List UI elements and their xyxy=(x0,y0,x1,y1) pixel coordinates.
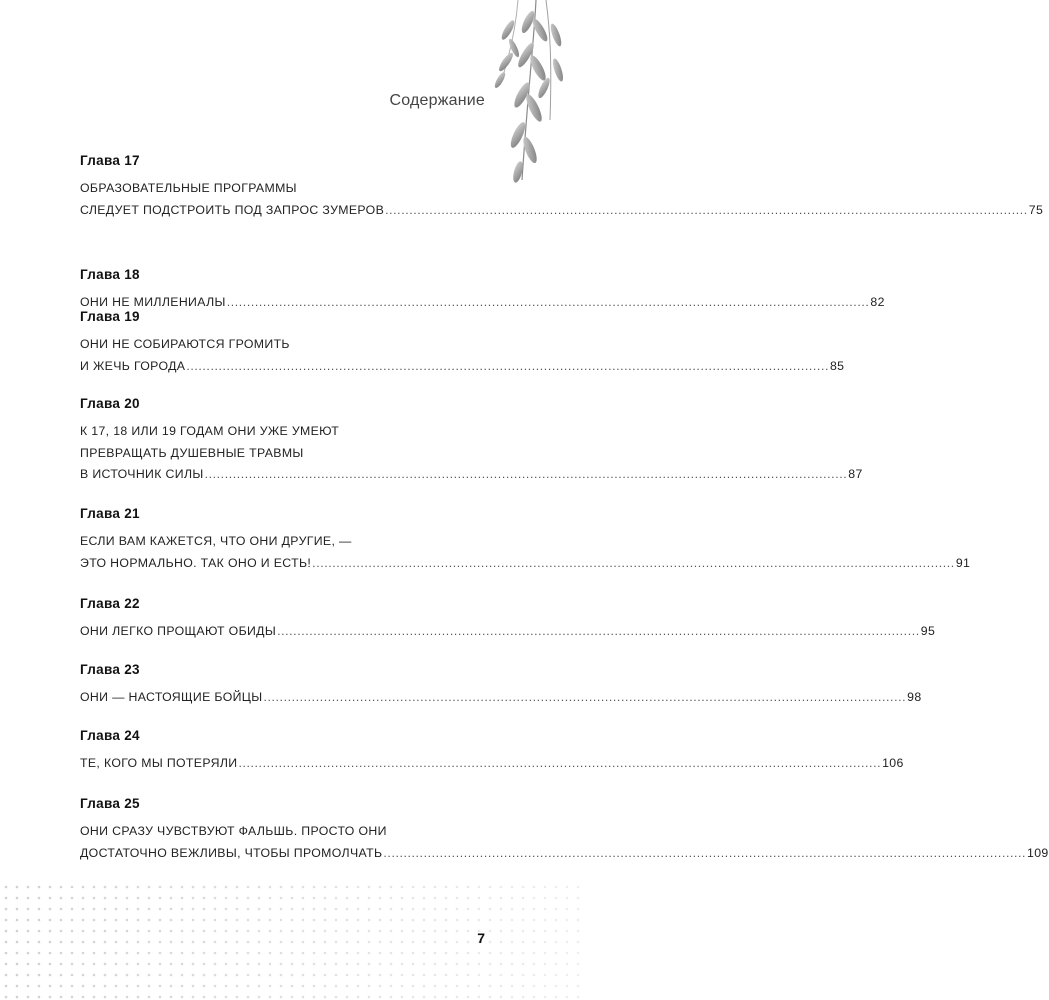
chapter-title: Глава 17 xyxy=(80,153,140,168)
chapter-heading-line: ОНИ НЕ МИЛЛЕНИАЛЫ xyxy=(80,295,226,309)
dot-leader: ................................................................................................................................................................ xyxy=(277,624,920,638)
toc-chapter xyxy=(80,727,904,775)
chapter-heading-line: К 17, 18 ИЛИ 19 ГОДАМ ОНИ УЖЕ УМЕЮТ xyxy=(80,424,340,438)
chapter-heading-line: ДОСТАТОЧНО ВЕЖЛИВЫ, ЧТОБЫ ПРОМОЛЧАТЬ xyxy=(80,845,383,860)
chapter-heading-line: И ЖЕЧЬ ГОРОДА xyxy=(80,358,186,373)
toc-chapter xyxy=(80,661,922,709)
dot-leader: ................................................................................................................................................................ xyxy=(238,756,882,770)
page-reference: 91 xyxy=(955,555,971,570)
page-reference: 98 xyxy=(907,690,922,704)
running-head: Содержание xyxy=(389,92,485,109)
dot-pattern-decoration xyxy=(0,883,619,1000)
page-number: 7 xyxy=(477,930,485,946)
dot-leader: ................................................................................................................................................................ xyxy=(204,467,848,481)
dot-leader: ................................................................................................................................................................ xyxy=(312,555,955,570)
page-reference: 75 xyxy=(1028,202,1044,217)
toc-entry-line[interactable] xyxy=(80,200,1044,222)
dot-leader: ................................................................................................................................................................ xyxy=(186,358,829,373)
toc-chapter xyxy=(80,266,885,314)
chapter-title: Глава 20 xyxy=(80,396,140,411)
chapter-heading-line: ОНИ ЛЕГКО ПРОЩАЮТ ОБИДЫ xyxy=(80,624,277,638)
page-reference: 87 xyxy=(848,467,863,481)
toc-entry-line[interactable] xyxy=(80,356,845,378)
chapter-heading-line: ЕСЛИ ВАМ КАЖЕТСЯ, ЧТО ОНИ ДРУГИЕ, — xyxy=(80,534,352,548)
toc-entry-line[interactable] xyxy=(80,687,922,709)
chapter-title: Глава 21 xyxy=(80,506,140,521)
toc-chapter xyxy=(80,505,971,574)
page-reference: 95 xyxy=(920,624,936,638)
toc-chapter xyxy=(80,395,863,486)
chapter-title: Глава 25 xyxy=(80,796,140,811)
chapter-title: Глава 23 xyxy=(80,662,140,677)
willow-branch-illustration xyxy=(478,0,608,185)
page-reference: 82 xyxy=(870,295,885,309)
chapter-title: Глава 24 xyxy=(80,728,140,743)
dot-leader: ................................................................................................................................................................ xyxy=(385,202,1028,217)
page-reference: 106 xyxy=(882,756,904,770)
chapter-title: Глава 19 xyxy=(80,309,140,324)
toc-entry-line[interactable] xyxy=(80,753,904,775)
toc-entry-line[interactable] xyxy=(80,553,971,575)
chapter-heading-line: ОНИ НЕ СОБИРАЮТСЯ ГРОМИТЬ xyxy=(80,337,290,351)
chapter-heading-line: ЭТО НОРМАЛЬНО. ТАК ОНО И ЕСТЬ! xyxy=(80,555,312,570)
chapter-title: Глава 18 xyxy=(80,267,140,282)
page-reference: 85 xyxy=(829,358,845,373)
chapter-heading-line: СЛЕДУЕТ ПОДСТРОИТЬ ПОД ЗАПРОС ЗУМЕРОВ xyxy=(80,202,385,217)
toc-chapter xyxy=(80,595,936,643)
chapter-heading-line: ОБРАЗОВАТЕЛЬНЫЕ ПРОГРАММЫ xyxy=(80,181,297,195)
dot-leader: ................................................................................................................................................................ xyxy=(383,845,1027,860)
chapter-heading-line: ТЕ, КОГО МЫ ПОТЕРЯЛИ xyxy=(80,756,238,770)
toc-chapter xyxy=(80,152,1044,221)
dot-leader: ................................................................................................................................................................ xyxy=(263,690,907,704)
page-reference: 109 xyxy=(1027,845,1049,860)
chapter-title: Глава 22 xyxy=(80,596,140,611)
toc-entry-line[interactable] xyxy=(80,843,1049,865)
chapter-heading-line: ОНИ — НАСТОЯЩИЕ БОЙЦЫ xyxy=(80,690,263,704)
chapter-heading-line: В ИСТОЧНИК СИЛЫ xyxy=(80,467,204,481)
toc-entry-line[interactable] xyxy=(80,621,936,643)
toc-chapter xyxy=(80,795,1049,864)
chapter-heading-line: ПРЕВРАЩАТЬ ДУШЕВНЫЕ ТРАВМЫ xyxy=(80,445,304,460)
toc-chapter xyxy=(80,308,845,377)
toc-entry-line[interactable] xyxy=(80,464,863,486)
chapter-heading-line: ОНИ СРАЗУ ЧУВСТВУЮТ ФАЛЬШЬ. ПРОСТО ОНИ xyxy=(80,824,387,838)
dot-leader: ................................................................................................................................................................ xyxy=(226,295,870,309)
